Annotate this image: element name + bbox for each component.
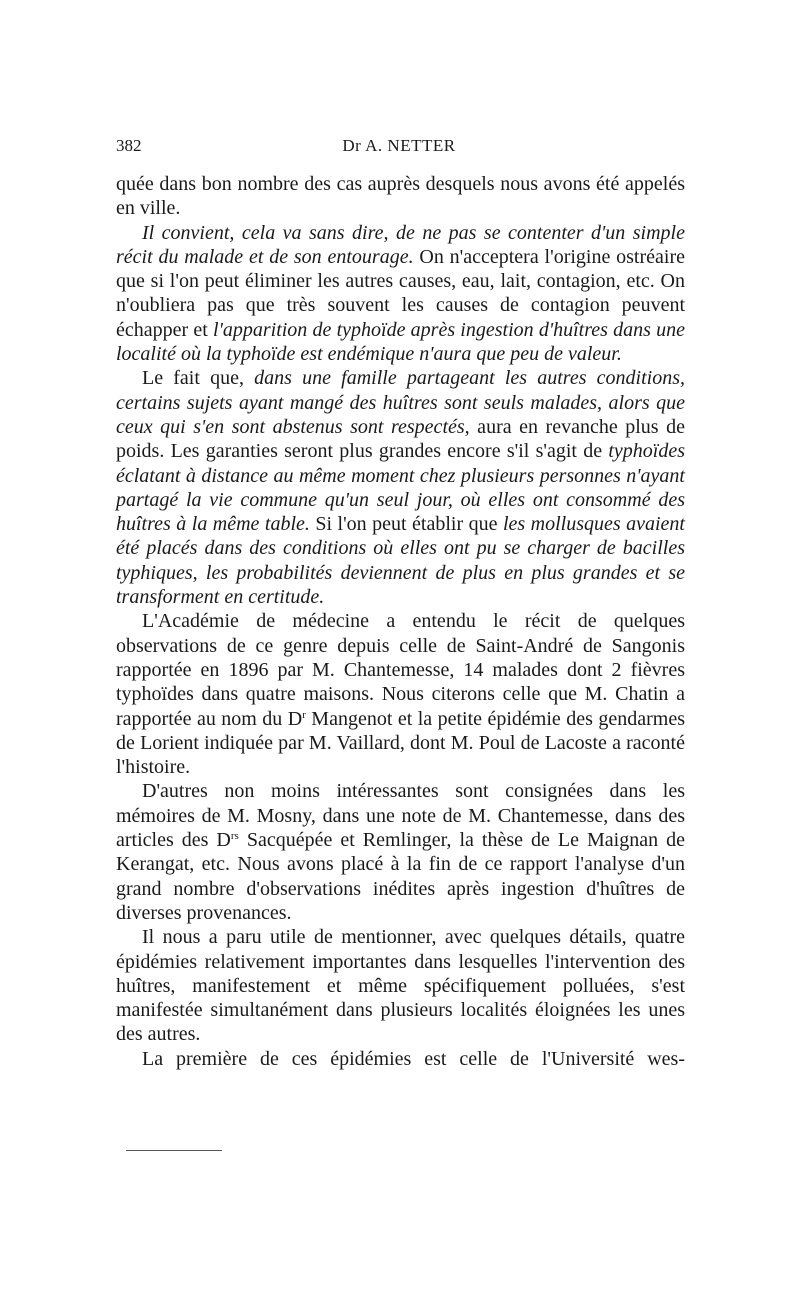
italic-text: l'apparition de typhoïde après ingestion d'huîtres dans une localité où la typhoïde est endémique n'aura que peu de valeur.	[116, 318, 685, 366]
text-run: L'Académie de médecine a entendu le récit de quelques observations de ce genre depuis celle de Saint-André de Sangonis rapportée en 1896 par M. Chantemesse, 14 malades dont 2 fièvres typhoïdes dans quatre maisons. Nous citerons celle que M. Chatin a rapportée au nom du D	[116, 610, 685, 730]
text-run: Sacquépée et Remlinger, la thèse de Le Maignan de Kerangat, etc. Nous avons placé à la fin de ce rapport l'analyse d'un grand nombre d'observations inédites après ingestion d'huîtres de diverses provenances.	[116, 829, 685, 924]
page-header	[116, 136, 682, 162]
paragraph	[116, 609, 685, 779]
italic-text: les mollusques avaient été placés dans des conditions où elles ont pu se charger de bacilles typhiques, les probabilités deviennent de plus en plus grandes et se transforment en certitude.	[116, 513, 685, 609]
italic-text: Il convient, cela va sans dire, de ne pas se contenter d'un simple récit du malade et de son entourage.	[116, 221, 685, 268]
footnote-rule	[126, 1150, 222, 1151]
paragraph	[116, 221, 685, 367]
text-run: Mangenot et la petite épidémie des gendarmes de Lorient indiquée par M. Vaillard, dont M. Poul de Lacoste a raconté l'histoire.	[116, 707, 685, 779]
page-number: 382	[116, 136, 142, 155]
paragraph	[116, 925, 685, 1046]
paragraph	[116, 779, 685, 925]
text-run: Le fait que,	[142, 367, 255, 390]
text-run: Il nous a paru utile de mentionner, avec quelques détails, quatre épidémies relativement importantes dans lesquelles l'intervention des huîtres, manifestement et même spécifiquement polluées, s'est manifestée simultanément dans plusieurs localités éloignées les unes des autres.	[116, 926, 685, 1046]
paragraph	[116, 1047, 685, 1071]
text-run: D'autres non moins intéressantes sont consignées dans les mémoires de M. Mosny, dans une note de M. Chantemesse, dans des articles des D	[116, 780, 685, 852]
text-run: Si l'on peut établir que	[309, 513, 503, 536]
superscript-text: r	[302, 708, 306, 721]
body-text	[116, 172, 685, 1071]
paragraph	[116, 366, 685, 609]
text-run: quée dans bon nombre des cas auprès desquels nous avons été appelés en ville.	[116, 173, 685, 220]
text-run: On n'acceptera l'origine ostréaire que si l'on peut éliminer les autres causes, eau, lait, contagion, etc. On n'oubliera pas que très souvent les causes de contagion peuvent échapper et	[116, 245, 685, 341]
text-run: aura en revanche plus de poids. Les garanties seront plus grandes encore s'il s'agit de	[116, 415, 685, 463]
italic-text: typhoïdes éclatant à distance au même moment chez plusieurs personnes n'ayant partagé la vie commune qu'un seul jour, où elles ont consommé des huîtres à la même table.	[116, 440, 685, 536]
italic-text: dans une famille partageant les autres conditions, certains sujets ayant mangé des huîtres sont seuls malades, alors que ceux qui s'en sont abstenus sont respectés,	[116, 367, 685, 438]
text-run: La première de ces épidémies est celle de l'Université wes-	[142, 1047, 685, 1070]
running-head: Dr A. NETTER	[342, 136, 456, 155]
paragraph	[116, 172, 685, 221]
superscript-text: rs	[230, 830, 239, 843]
